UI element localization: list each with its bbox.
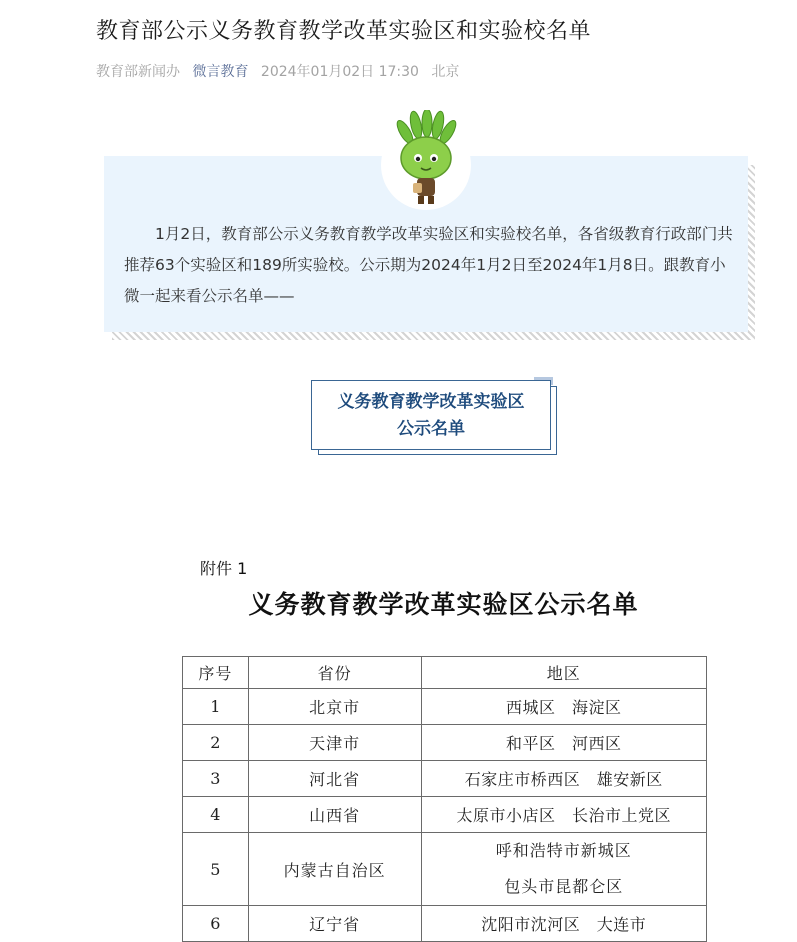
attachment-label: 附件 1 xyxy=(200,559,248,578)
article-location: 北京 xyxy=(431,64,460,80)
row-area: 西城区 海淀区 xyxy=(421,689,707,725)
row-area: 沈阳市沈河区 大连市 xyxy=(421,906,707,942)
section-box-line1: 义务教育教学改革实验区 xyxy=(337,392,525,412)
row-area: 和平区 河西区 xyxy=(421,725,707,761)
row-no: 2 xyxy=(183,725,249,761)
table-row xyxy=(183,906,707,942)
header-no: 序号 xyxy=(183,657,249,689)
row-area: 太原市小店区 长治市上党区 xyxy=(421,797,707,833)
article-source: 教育部新闻办 xyxy=(96,64,180,80)
document-title: 义务教育教学改革实验区公示名单 xyxy=(248,590,639,619)
intro-text: 1月2日，教育部公示义务教育教学改革实验区和实验校名单，各省级教育行政部门共推荐63个实验区和189所实验校。公示期为2024年1月2日至2024年1月8日。跟教育小微一起来看公示名单—— xyxy=(124,225,733,305)
article-meta xyxy=(96,61,467,81)
article-datetime: 2024年01月02日 17:30 xyxy=(260,64,419,80)
row-area: 呼和浩特市新城区 包头市昆都仑区 xyxy=(421,833,707,906)
row-province: 北京市 xyxy=(248,689,421,725)
table-row xyxy=(183,833,707,906)
table-row xyxy=(183,725,707,761)
table-header-row xyxy=(183,657,707,689)
mascot-icon xyxy=(381,110,471,210)
row-no: 4 xyxy=(183,797,249,833)
row-no: 5 xyxy=(183,833,249,906)
row-province: 天津市 xyxy=(248,725,421,761)
table-row xyxy=(183,797,707,833)
row-province: 内蒙古自治区 xyxy=(248,833,421,906)
header-area: 地区 xyxy=(421,657,707,689)
experiment-zone-table xyxy=(182,656,707,942)
row-no: 1 xyxy=(183,689,249,725)
section-box-title xyxy=(311,389,551,443)
account-link[interactable]: 微言教育 xyxy=(192,64,249,80)
row-province: 山西省 xyxy=(248,797,421,833)
row-no: 3 xyxy=(183,761,249,797)
article-title: 教育部公示义务教育教学改革实验区和实验校名单 xyxy=(96,19,592,44)
row-no: 6 xyxy=(183,906,249,942)
table-row xyxy=(183,689,707,725)
row-province: 辽宁省 xyxy=(248,906,421,942)
row-area: 石家庄市桥西区 雄安新区 xyxy=(421,761,707,797)
table-row xyxy=(183,761,707,797)
section-box-line2: 公示名单 xyxy=(397,419,465,439)
header-province: 省份 xyxy=(248,657,421,689)
row-province: 河北省 xyxy=(248,761,421,797)
